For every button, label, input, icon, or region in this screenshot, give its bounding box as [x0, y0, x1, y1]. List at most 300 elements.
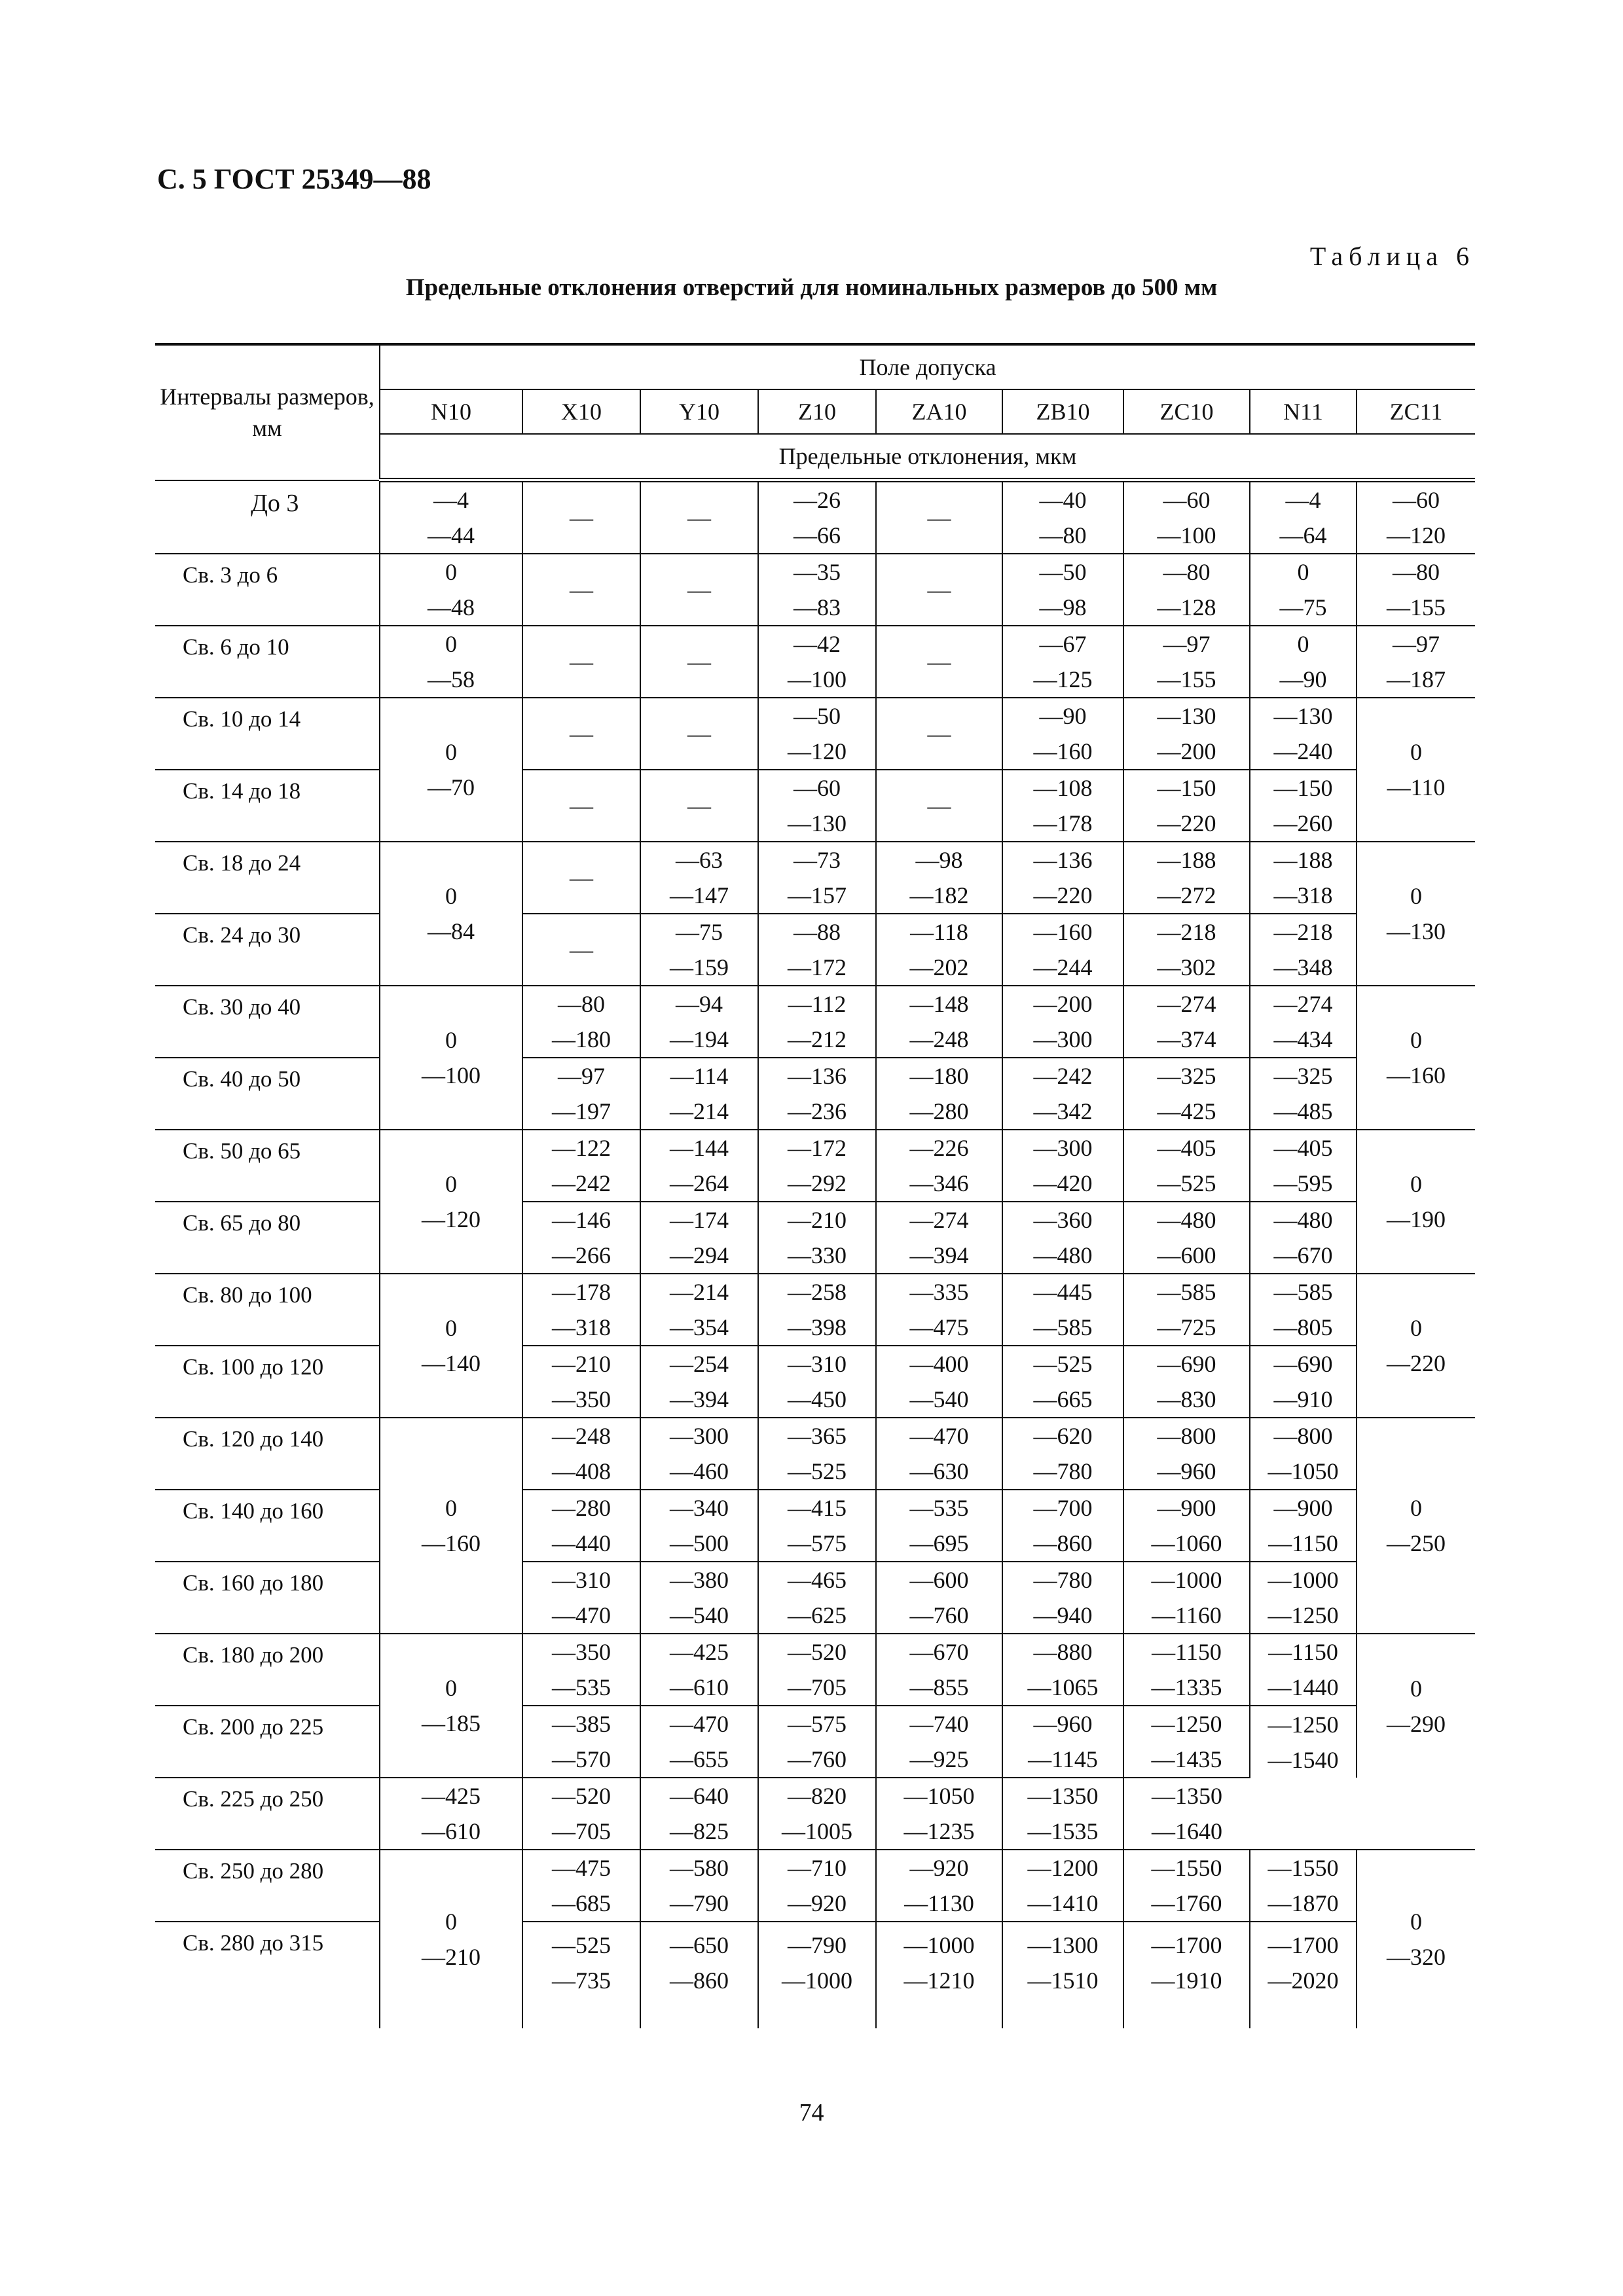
value-cell: [640, 1922, 758, 2028]
size-interval: Св. 120 до 140: [155, 1418, 380, 1490]
value-cell: [1002, 842, 1123, 914]
deviation-value: —292: [788, 1170, 847, 1196]
deviation-value: —73: [793, 847, 841, 873]
deviation-value: —178: [552, 1279, 611, 1305]
deviation-value: 0: [445, 631, 457, 657]
deviation-value: —280: [552, 1495, 611, 1521]
deviation-value: —130: [1273, 703, 1333, 729]
deviation-value: —1000: [782, 1967, 852, 1994]
group-header: Поле допуска: [380, 344, 1475, 389]
value-cell: [758, 1562, 876, 1634]
value-cell: [758, 554, 876, 626]
value-cell: [876, 1418, 1002, 1490]
value-cell: [1002, 1562, 1123, 1634]
deviation-value: 0: [445, 559, 457, 585]
deviation-value: —665: [1033, 1386, 1093, 1412]
deviation-value: —1160: [1152, 1602, 1222, 1628]
value-cell: [522, 986, 640, 1058]
deviation-value: —760: [909, 1602, 969, 1628]
deviation-value: —212: [788, 1026, 847, 1052]
deviation-value: —100: [1157, 522, 1216, 548]
deviation-value: —150: [1157, 775, 1216, 801]
deviation-value: —50: [1039, 559, 1087, 585]
deviation-value: —194: [670, 1026, 729, 1052]
value-cell: [1123, 1778, 1250, 1850]
table-row: [155, 554, 1475, 626]
deviation-value: —130: [1157, 703, 1216, 729]
column-header: X10: [522, 389, 640, 434]
value-cell: [640, 480, 758, 554]
deviation-value: —425: [422, 1783, 481, 1809]
deviation-value: 0: [1410, 1909, 1422, 1935]
deviation-value: —140: [422, 1350, 481, 1376]
value-cell: [1250, 842, 1357, 914]
value-cell: [1002, 1490, 1123, 1562]
value-cell: [522, 1490, 640, 1562]
deviation-value: —398: [788, 1314, 847, 1340]
value-cell: [522, 480, 640, 554]
value-cell: [1123, 914, 1250, 986]
deviation-value: —610: [422, 1818, 481, 1844]
deviation-value: —122: [552, 1135, 611, 1161]
deviation-value: —1145: [1028, 1746, 1098, 1772]
deviation-value: —274: [909, 1207, 969, 1233]
deviation-value: —80: [558, 991, 605, 1017]
deviation-value: —272: [1157, 882, 1216, 908]
value-cell: [380, 1274, 522, 1418]
deviation-value: —1000: [1151, 1567, 1222, 1593]
deviation-value: —470: [670, 1711, 729, 1737]
deviation-value: —318: [1273, 882, 1333, 908]
deviation-value: 0: [1410, 1675, 1422, 1702]
deviation-value: —740: [909, 1711, 969, 1737]
value-cell: [1357, 698, 1475, 842]
deviation-value: —685: [552, 1890, 611, 1916]
value-cell: [522, 770, 640, 842]
value-cell: [522, 1274, 640, 1346]
deviation-value: —900: [1273, 1495, 1333, 1521]
deviation-value: —348: [1273, 954, 1333, 980]
deviation-value: —26: [793, 487, 841, 513]
deviation-value: —159: [670, 954, 729, 980]
deviation-value: —860: [670, 1967, 729, 1994]
deviation-value: —248: [552, 1423, 611, 1449]
value-cell: [1002, 1778, 1123, 1850]
deviation-value: —925: [909, 1746, 969, 1772]
value-cell: [876, 1490, 1002, 1562]
deviation-value: —575: [788, 1711, 847, 1737]
value-cell: [1250, 1274, 1357, 1346]
value-cell: [640, 1634, 758, 1706]
deviation-value: —: [570, 865, 593, 891]
deviation-value: —354: [670, 1314, 729, 1340]
value-cell: [758, 1418, 876, 1490]
deviation-value: —695: [909, 1530, 969, 1556]
deviation-value: —1550: [1151, 1855, 1222, 1881]
deviation-value: —294: [670, 1242, 729, 1268]
deviation-value: —1210: [903, 1967, 975, 1994]
deviation-value: —: [687, 721, 711, 747]
table-row: [155, 1490, 1475, 1562]
value-cell: [1250, 698, 1357, 770]
deviation-value: —405: [1273, 1135, 1333, 1161]
table-row: [155, 1634, 1475, 1706]
value-cell: [640, 698, 758, 770]
deviation-value: —: [570, 649, 593, 675]
value-cell: [640, 1778, 758, 1850]
deviation-value: —425: [670, 1639, 729, 1665]
deviation-value: —480: [1157, 1207, 1216, 1233]
deviation-value: 0: [1410, 883, 1422, 909]
value-cell: [640, 986, 758, 1058]
deviation-value: 0: [445, 883, 457, 909]
value-cell: [1002, 698, 1123, 770]
value-cell: [758, 1274, 876, 1346]
size-interval: Св. 160 до 180: [155, 1562, 380, 1634]
deviation-value: —374: [1157, 1026, 1216, 1052]
value-cell: [522, 1922, 640, 2028]
value-cell: [876, 842, 1002, 914]
deviation-value: —174: [670, 1207, 729, 1233]
value-cell: [876, 986, 1002, 1058]
deviation-value: —130: [1387, 918, 1446, 944]
deviation-value: —1150: [1268, 1530, 1338, 1556]
deviation-value: —185: [422, 1710, 481, 1736]
deviation-value: —1005: [782, 1818, 852, 1844]
deviation-value: —63: [676, 847, 723, 873]
deviation-value: —300: [1033, 1135, 1093, 1161]
deviation-value: —: [687, 577, 711, 603]
value-cell: [876, 1346, 1002, 1418]
size-interval: Св. 140 до 160: [155, 1490, 380, 1562]
value-cell: [758, 1490, 876, 1562]
table-row: [155, 1130, 1475, 1202]
deviation-value: —: [927, 793, 951, 819]
value-cell: [1002, 1706, 1123, 1778]
deviation-value: —450: [788, 1386, 847, 1412]
deviation-value: —705: [552, 1818, 611, 1844]
deviation-value: —147: [670, 882, 729, 908]
deviation-value: —: [927, 721, 951, 747]
deviation-value: —: [570, 505, 593, 531]
deviation-value: —1540: [1267, 1746, 1339, 1773]
deviation-value: —320: [1387, 1944, 1446, 1970]
size-interval: Св. 24 до 30: [155, 914, 380, 986]
value-cell: [1250, 554, 1357, 626]
value-cell: [1250, 1562, 1357, 1634]
value-cell: [640, 626, 758, 698]
column-header: ZA10: [876, 389, 1002, 434]
deviation-value: —805: [1273, 1314, 1333, 1340]
deviation-value: 0: [1410, 1027, 1422, 1053]
value-cell: [640, 770, 758, 842]
value-cell: [758, 1346, 876, 1418]
value-cell: [380, 986, 522, 1130]
value-cell: [380, 1850, 522, 2028]
value-cell: [1002, 1346, 1123, 1418]
deviation-value: —540: [909, 1386, 969, 1412]
deviation-value: —350: [552, 1639, 611, 1665]
deviation-value: —610: [670, 1674, 729, 1700]
deviation-value: —1060: [1151, 1530, 1222, 1556]
table-row: [155, 626, 1475, 698]
value-cell: [1250, 770, 1357, 842]
deviation-value: —790: [788, 1932, 847, 1958]
deviation-value: —242: [1033, 1063, 1093, 1089]
value-cell: [522, 626, 640, 698]
deviation-value: 0: [445, 1675, 457, 1701]
deviation-value: —218: [1273, 919, 1333, 945]
value-cell: [758, 1634, 876, 1706]
value-cell: [640, 554, 758, 626]
deviation-value: —700: [1033, 1495, 1093, 1521]
value-cell: [1357, 1418, 1475, 1634]
deviation-value: —148: [909, 991, 969, 1017]
value-cell: [1002, 914, 1123, 986]
value-cell: [876, 480, 1002, 554]
value-cell: [758, 842, 876, 914]
deviation-value: —415: [788, 1495, 847, 1521]
deviation-value: —114: [670, 1063, 729, 1089]
value-cell: [380, 842, 522, 986]
deviation-value: —475: [552, 1855, 611, 1881]
deviation-value: —325: [1273, 1063, 1333, 1089]
deviation-value: —94: [676, 991, 723, 1017]
value-cell: [1357, 986, 1475, 1130]
deviation-value: —118: [910, 919, 968, 945]
value-cell: [522, 914, 640, 986]
deviation-value: —735: [552, 1967, 611, 1994]
deviation-value: —266: [552, 1242, 611, 1268]
deviation-value: —: [687, 649, 711, 675]
value-cell: [1002, 770, 1123, 842]
table-row: [155, 1562, 1475, 1634]
deviation-value: —325: [1157, 1063, 1216, 1089]
deviation-value: —480: [1033, 1242, 1093, 1268]
deviation-value: —595: [1273, 1170, 1333, 1196]
deviation-value: —825: [670, 1818, 729, 1844]
value-cell: [522, 1130, 640, 1202]
deviation-value: —346: [909, 1170, 969, 1196]
table-row: [155, 698, 1475, 770]
deviation-value: —236: [788, 1098, 847, 1124]
deviation-value: —318: [552, 1314, 611, 1340]
value-cell: [876, 770, 1002, 842]
deviation-value: —425: [1157, 1098, 1216, 1124]
value-cell: [1250, 1130, 1357, 1202]
value-cell: [640, 1346, 758, 1418]
value-cell: [1357, 1130, 1475, 1274]
deviation-value: —1065: [1027, 1674, 1099, 1700]
deviation-value: —525: [1033, 1351, 1093, 1377]
value-cell: [876, 698, 1002, 770]
deviation-value: —258: [788, 1279, 847, 1305]
value-cell: [876, 1778, 1002, 1850]
value-cell: [1357, 626, 1475, 698]
deviation-value: —1350: [1027, 1783, 1099, 1809]
deviation-value: —630: [909, 1458, 969, 1484]
deviation-value: —66: [793, 522, 841, 548]
value-cell: [758, 1850, 876, 1922]
value-cell: [1123, 1634, 1250, 1706]
value-cell: [1250, 1490, 1357, 1562]
table-row: [155, 1202, 1475, 1274]
deviation-value: —64: [1279, 522, 1327, 548]
deviation-value: 0: [1410, 739, 1422, 765]
deviation-value: —136: [788, 1063, 847, 1089]
deviation-value: —160: [422, 1530, 481, 1556]
value-cell: [1357, 554, 1475, 626]
deviation-value: —80: [1039, 522, 1087, 548]
deviation-value: —1440: [1267, 1674, 1339, 1700]
deviation-value: —: [687, 793, 711, 819]
deviation-value: —67: [1039, 631, 1087, 657]
value-cell: [640, 1274, 758, 1346]
deviation-value: —90: [1039, 703, 1087, 729]
size-interval: До 3: [155, 480, 380, 554]
table-row: [155, 1418, 1475, 1490]
value-cell: [1357, 842, 1475, 986]
deviation-value: —800: [1273, 1423, 1333, 1449]
deviation-value: —58: [428, 666, 475, 692]
deviation-value: —585: [1157, 1279, 1216, 1305]
page-header: С. 5 ГОСТ 25349—88: [157, 163, 431, 195]
table-row: [155, 1346, 1475, 1418]
deviation-value: —100: [788, 666, 847, 692]
deviation-value: —: [687, 505, 711, 531]
column-header: N11: [1250, 389, 1357, 434]
value-cell: [1357, 480, 1475, 554]
deviation-value: —480: [1273, 1207, 1333, 1233]
deviation-value: —440: [552, 1530, 611, 1556]
value-cell: [758, 1130, 876, 1202]
deviation-value: —44: [428, 522, 475, 548]
value-cell: [876, 1058, 1002, 1130]
value-cell: [1123, 1130, 1250, 1202]
deviation-value: 0: [1410, 1315, 1422, 1341]
size-interval: Св. 180 до 200: [155, 1634, 380, 1706]
value-cell: [1002, 1202, 1123, 1274]
column-header: ZC11: [1357, 389, 1475, 434]
deviation-value: —182: [909, 882, 969, 908]
deviation-value: —144: [670, 1135, 729, 1161]
value-cell: [758, 480, 876, 554]
deviation-value: —360: [1033, 1207, 1093, 1233]
value-cell: [1250, 1850, 1357, 1922]
deviation-value: —50: [793, 703, 841, 729]
deviation-value: —780: [1033, 1458, 1093, 1484]
deviation-value: —83: [793, 594, 841, 620]
deviation-value: —790: [670, 1890, 729, 1916]
deviation-value: 0: [1410, 1495, 1422, 1521]
deviation-value: —405: [1157, 1135, 1216, 1161]
deviation-value: —1050: [1267, 1458, 1339, 1484]
value-cell: [1002, 1274, 1123, 1346]
deviation-value: —820: [788, 1783, 847, 1809]
table-row: [155, 480, 1475, 554]
value-cell: [380, 626, 522, 698]
value-cell: [1250, 914, 1357, 986]
deviation-value: —580: [670, 1855, 729, 1881]
deviation-value: —150: [1273, 775, 1333, 801]
value-cell: [758, 1922, 876, 2028]
deviation-value: —40: [1039, 487, 1087, 513]
deviation-value: —75: [676, 919, 723, 945]
value-cell: [1123, 1706, 1250, 1778]
deviation-value: —460: [670, 1458, 729, 1484]
row-header: Интервалы размеров, мм: [155, 344, 380, 480]
deviation-value: —128: [1157, 594, 1216, 620]
deviation-value: —226: [909, 1135, 969, 1161]
size-interval: Св. 100 до 120: [155, 1346, 380, 1418]
deviation-value: —60: [793, 775, 841, 801]
value-cell: [522, 1346, 640, 1418]
deviation-value: —330: [788, 1242, 847, 1268]
value-cell: [1002, 626, 1123, 698]
deviation-value: —525: [552, 1932, 611, 1958]
table-title: Предельные отклонения отверстий для номинальных размеров до 500 мм: [405, 274, 1218, 301]
size-interval: Св. 225 до 250: [155, 1778, 380, 1850]
value-cell: [640, 1418, 758, 1490]
deviation-value: —340: [670, 1495, 729, 1521]
deviation-value: —254: [670, 1351, 729, 1377]
deviation-value: —178: [1033, 810, 1093, 836]
deviation-value: —1350: [1152, 1783, 1222, 1809]
deviation-value: —1760: [1151, 1890, 1222, 1916]
value-cell: [1123, 1202, 1250, 1274]
deviation-value: —960: [1157, 1458, 1216, 1484]
value-cell: [1123, 554, 1250, 626]
deviation-value: —365: [788, 1423, 847, 1449]
value-cell: [876, 1130, 1002, 1202]
value-cell: [876, 1922, 1002, 2028]
deviation-value: —860: [1033, 1530, 1093, 1556]
deviation-value: —1150: [1152, 1639, 1222, 1665]
deviation-value: —465: [788, 1567, 847, 1593]
deviation-value: —214: [670, 1098, 729, 1124]
value-cell: [522, 1850, 640, 1922]
value-cell: [758, 1202, 876, 1274]
size-interval: Св. 200 до 225: [155, 1706, 380, 1778]
deviation-value: —100: [422, 1062, 481, 1088]
deviation-value: —120: [788, 738, 847, 764]
size-interval: Св. 50 до 65: [155, 1130, 380, 1202]
deviation-value: —98: [915, 847, 963, 873]
value-cell: [1357, 1274, 1475, 1418]
value-cell: [1123, 770, 1250, 842]
table-row: [155, 914, 1475, 986]
size-interval: Св. 10 до 14: [155, 698, 380, 770]
deviation-value: —1200: [1027, 1855, 1099, 1881]
deviation-value: 0: [445, 739, 457, 765]
deviation-value: —155: [1157, 666, 1216, 692]
value-cell: [876, 1634, 1002, 1706]
deviation-value: —280: [909, 1098, 969, 1124]
deviation-value: —200: [1157, 738, 1216, 764]
deviation-value: —650: [670, 1932, 729, 1958]
value-cell: [1357, 1850, 1475, 2028]
column-header: Z10: [758, 389, 876, 434]
value-cell: [876, 1706, 1002, 1778]
value-cell: [522, 698, 640, 770]
size-interval: Св. 6 до 10: [155, 626, 380, 698]
deviation-value: —350: [552, 1386, 611, 1412]
value-cell: [380, 1778, 522, 1850]
deviation-value: —98: [1039, 594, 1087, 620]
deviation-value: —1050: [903, 1783, 975, 1809]
deviation-value: —90: [1279, 666, 1327, 692]
deviation-value: —1300: [1027, 1932, 1099, 1958]
